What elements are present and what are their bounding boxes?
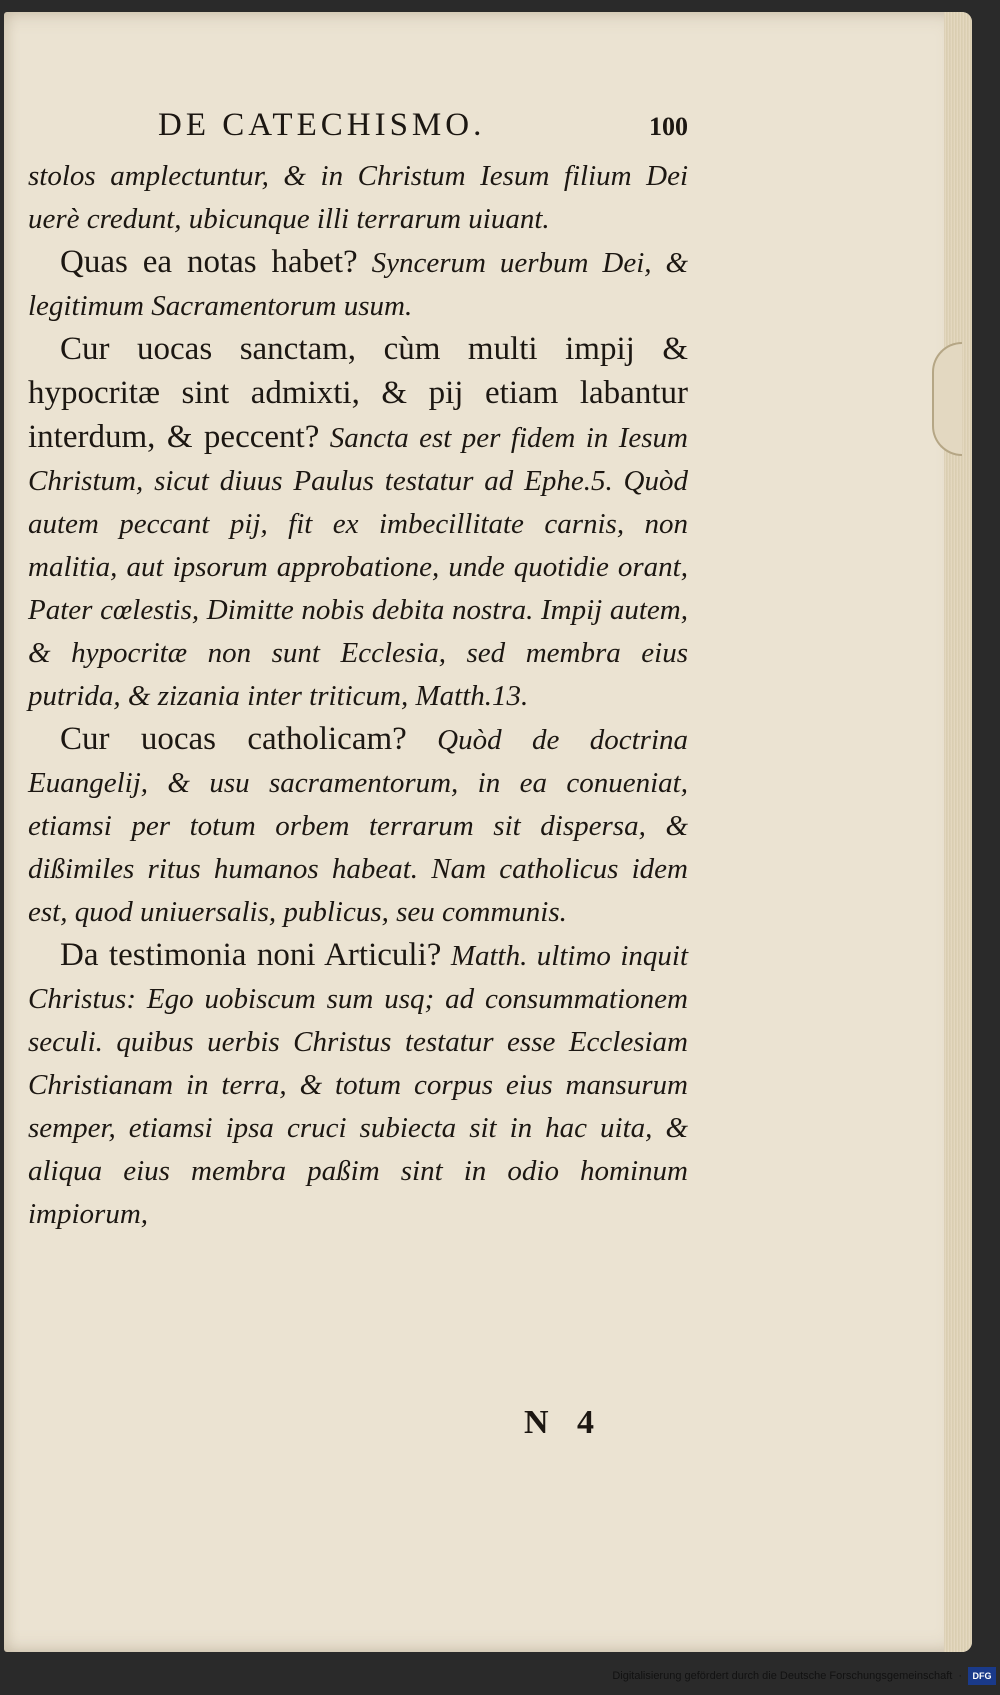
paragraph (28, 328, 688, 718)
answer-text: Quòd de doctrina Euangelij, & usu sacramentorum, in ea conueniat, etiamsi per totum orbem terrarum sit dispersa, & dißimiles ritus humanos habeat. Nam catholicus idem est, quod uniuersalis, publicus, seu communis. (28, 724, 688, 928)
footer-credit: Digitalisierung gefördert durch die Deutsche Forschungsgemeinschaft · DFG (612, 1661, 996, 1691)
answer-text: Syncerum uerbum Dei, & legitimum Sacramentorum usum. (28, 247, 688, 322)
page-header (28, 107, 688, 155)
answer-text: Matth. ultimo inquit Christus: Ego uobiscum sum usq; ad consummationem seculi. quibus uerbis Christus testatur esse Ecclesiam Christianam in terra, & totum corpus eius mansurum semper, etiamsi ipsa cruci subiecta sit in hac uita, & aliqua eius membra paßim sint in odio hominum impiorum, (28, 940, 688, 1230)
paragraph (28, 155, 688, 241)
question-text: Da testimonia noni Articuli? (60, 937, 442, 973)
text-block (28, 107, 688, 1236)
page-number: 100 (649, 112, 688, 141)
answer-text: Sancta est per fidem in Iesum Christum, sicut diuus Paulus testatur ad Ephe.5. Quòd autem peccant pij, fit ex imbecillitate carnis, non malitia, aut ipsorum approbatione, unde quotidie orant, Pater cœlestis, Dimitte nobis debita nostra. Impij autem, & hypocritæ non sunt Ecclesia, sed membra eius putrida, & zizania inter triticum, Matth.13. (28, 422, 689, 712)
dfg-logo: DFG (968, 1667, 996, 1685)
running-head: DE CATECHISMO. (158, 107, 486, 143)
question-text: Cur uocas sanctam, cùm multi impij & hypocritæ sint admixti, & pij etiam labantur interdum, & peccent? (28, 331, 688, 455)
page-tab (932, 342, 962, 456)
body-text (28, 155, 688, 1236)
answer-text: stolos amplectuntur, & in Christum Iesum filium Dei uerè credunt, ubicunque illi terrarum uiuant. (28, 160, 688, 235)
page-edge (944, 12, 972, 1652)
signature-mark: N 4 (524, 1404, 605, 1441)
paragraph (28, 934, 688, 1236)
question-text: Cur uocas catholicam? (60, 721, 407, 757)
question-text: Quas ea notas habet? (60, 244, 358, 280)
book-page (4, 12, 972, 1652)
paragraph (28, 718, 688, 934)
paragraph (28, 241, 688, 328)
footer-credit-text: Digitalisierung gefördert durch die Deutsche Forschungsgemeinschaft (612, 1670, 953, 1682)
